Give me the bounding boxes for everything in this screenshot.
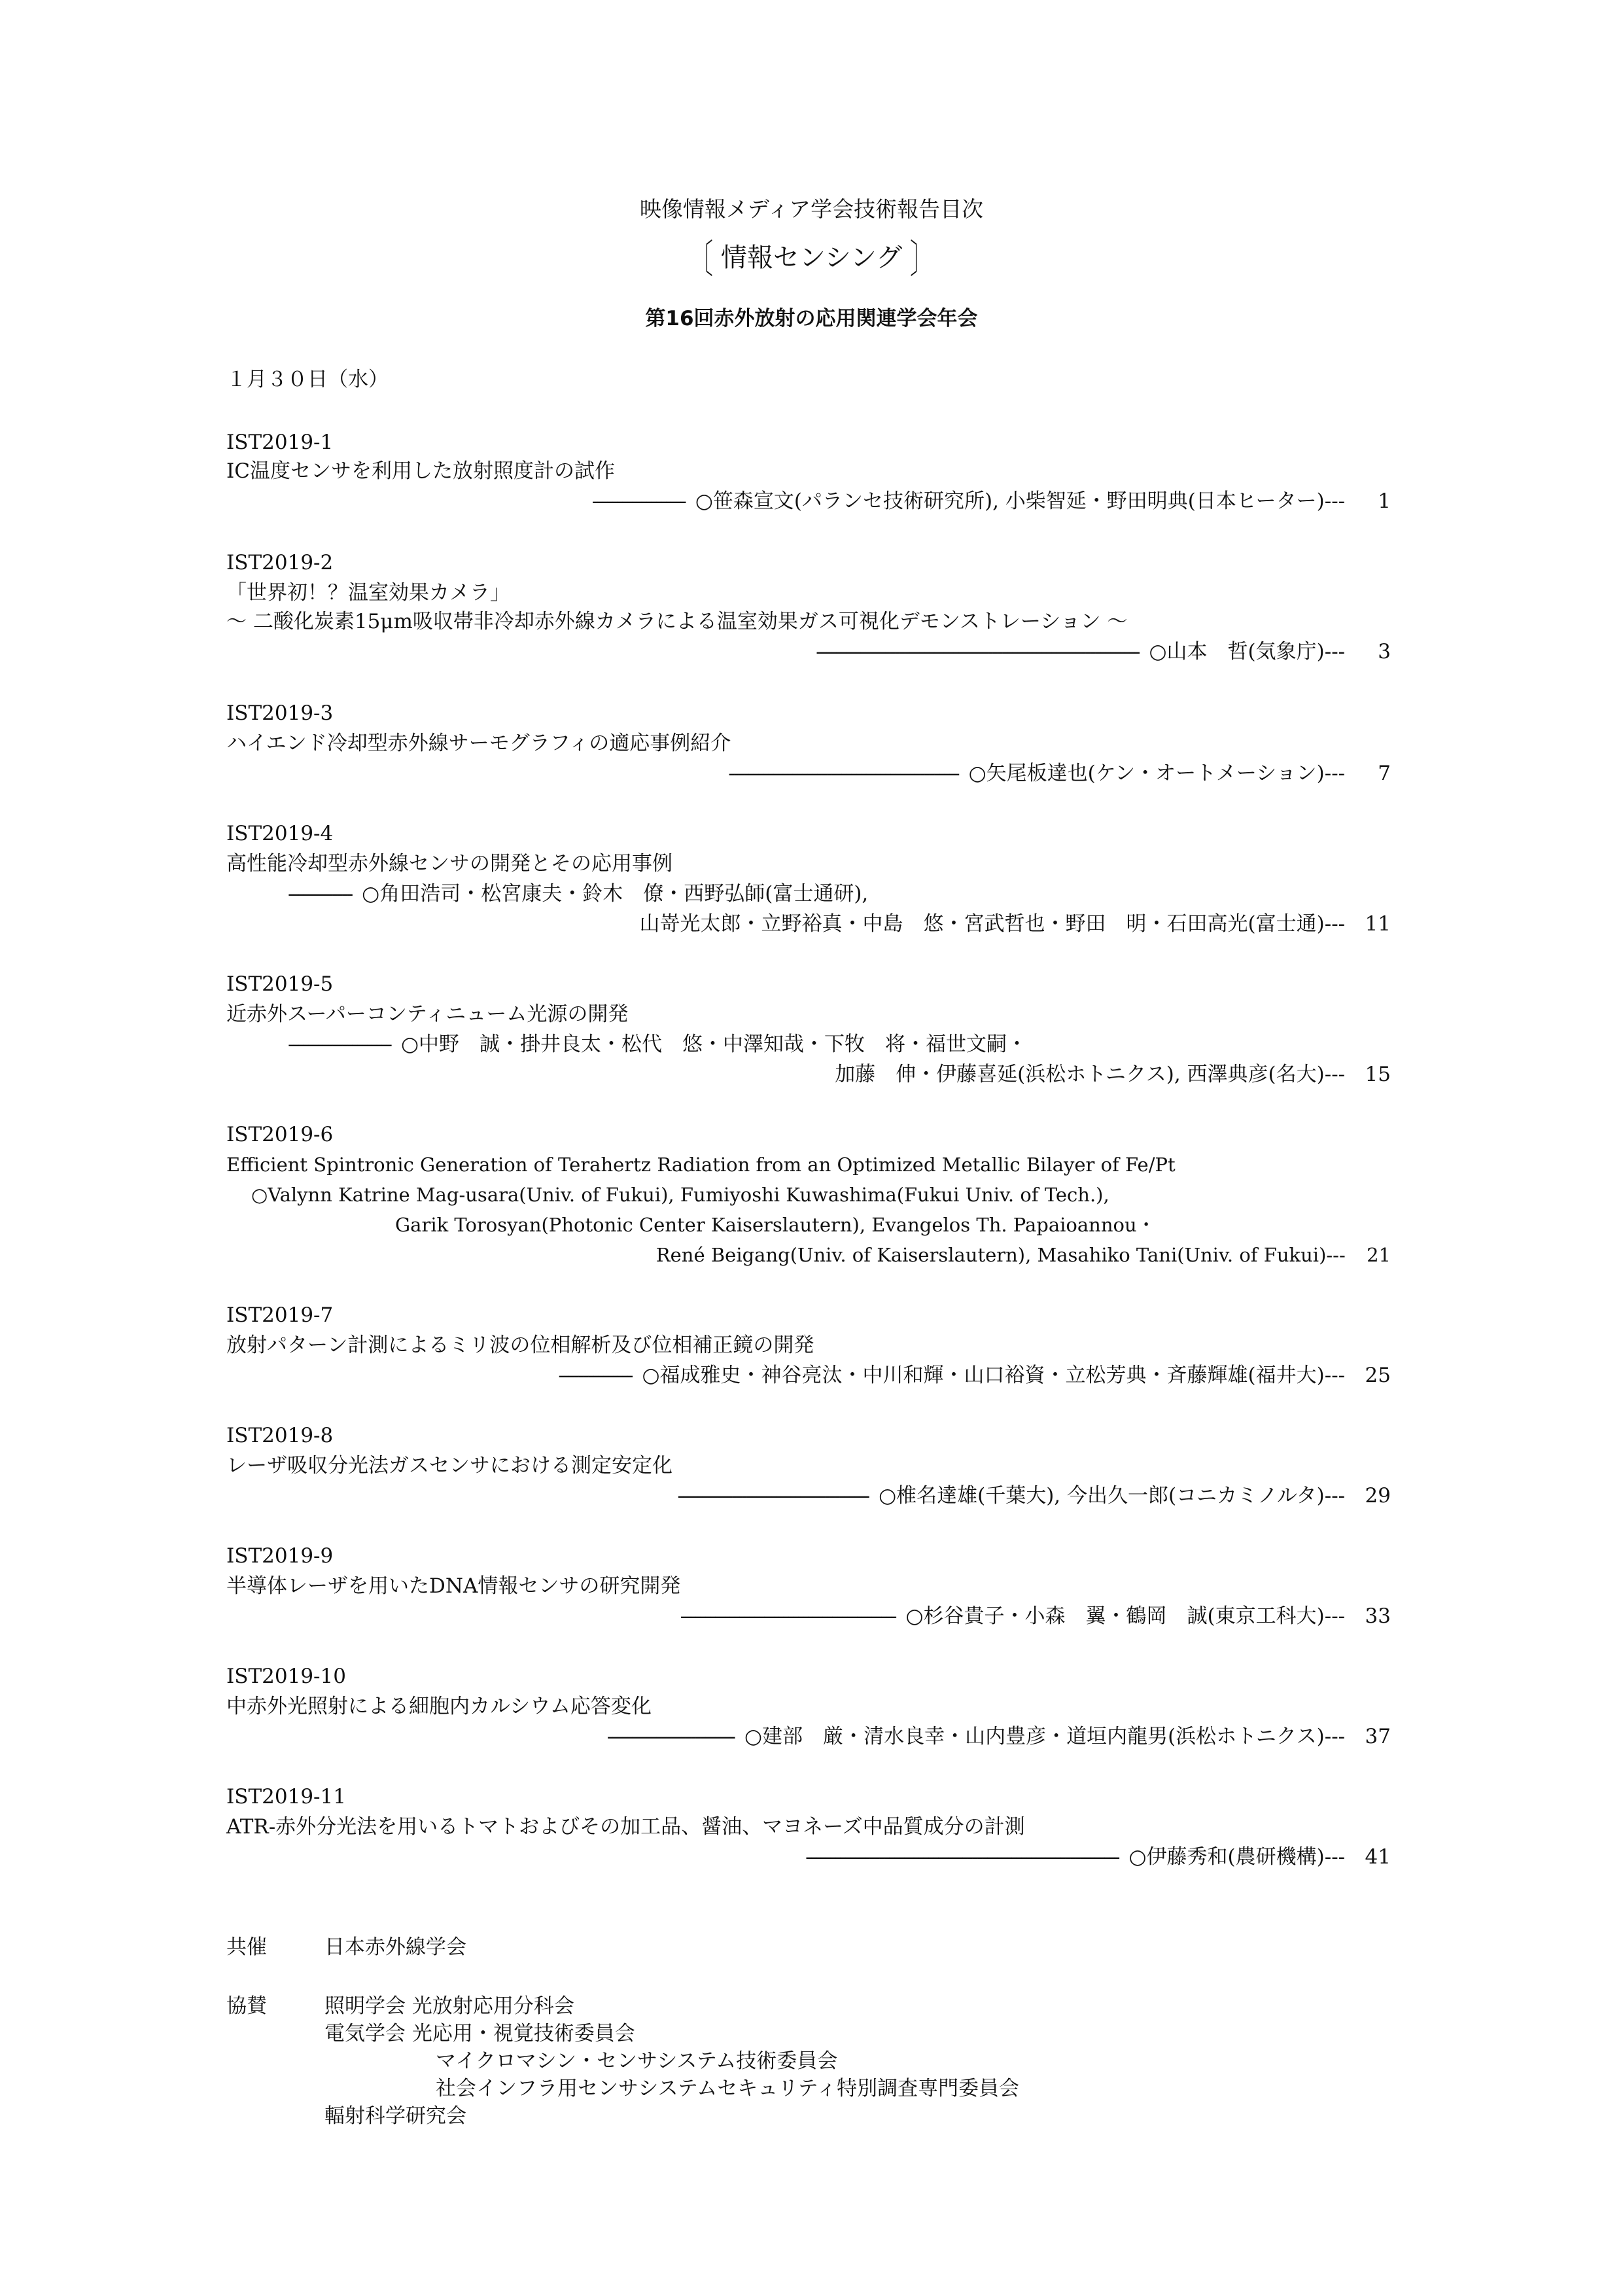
authors-text: ○福成雅史・神谷亮汰・中川和輝・山口裕資・立松芳典・斉藤輝雄(福井大)--- [642, 1364, 1352, 1387]
page-number: 7 [1378, 762, 1391, 785]
host-label: 共催 [226, 1935, 267, 1959]
authors-text: ○矢尾板達也(ケン・オートメーション)--- [968, 762, 1352, 785]
authors-text: René Beigang(Univ. of Kaiserslautern), Masahiko Tani(Univ. of Fukui)--- [655, 1244, 1352, 1266]
leader-dashes: ------------------------------------------------------------------ [816, 640, 1139, 663]
leader-dashes: ------------- [288, 882, 352, 906]
page-number: 25 [1365, 1364, 1391, 1387]
session-date: １月３０日（水） [226, 368, 389, 391]
entry-title: 高性能冷却型赤外線センサの開発とその応用事例 [226, 852, 672, 875]
entry-authors-line-1 [288, 881, 868, 907]
support-org: 輻射科学研究会 [324, 2104, 466, 2128]
entry-authors [226, 760, 1391, 786]
entry-title: IC温度センサを利用した放射照度計の試作 [226, 459, 615, 483]
entry-title: 「世界初！？温室効果カメラ」 [226, 581, 510, 605]
entry-title: 中赤外光照射による細胞内カルシウム応答変化 [226, 1695, 652, 1718]
entry-id: IST2019-2 [226, 551, 334, 574]
entry-title: 放射パターン計測によるミリ波の位相解析及び位相補正鏡の開発 [226, 1333, 814, 1357]
host-org: 日本赤外線学会 [324, 1935, 466, 1959]
authors-text: ○杉谷貴子・小森 翼・鶴岡 誠(東京工科大)--- [905, 1604, 1352, 1628]
support-org: 社会インフラ用センサシステムセキュリティ特別調査専門委員会 [436, 2077, 1020, 2100]
support-label: 協賛 [226, 1994, 267, 2018]
entry-id: IST2019-7 [226, 1303, 334, 1327]
authors-text: 山嵜光太郎・立野裕真・中島 悠・宮武哲也・野田 明・石田高光(富士通)--- [639, 912, 1352, 936]
entry-id: IST2019-1 [226, 431, 334, 454]
subtitle-close-bracket: 〕 [910, 237, 934, 283]
entry-title: 半導体レーザを用いたDNA情報センサの研究開発 [226, 1574, 681, 1598]
entry-id: IST2019-6 [226, 1123, 334, 1146]
leader-dashes: -------------------------- [606, 1725, 735, 1748]
entry-authors [226, 488, 1391, 514]
entry-authors [226, 639, 1391, 665]
leader-dashes: -------------------------------------------- [680, 1604, 896, 1628]
entry-authors-line-2: Garik Torosyan(Photonic Center Kaiserslautern), Evangelos Th. Papaioannou・ [395, 1214, 1156, 1236]
entry-id: IST2019-5 [226, 972, 334, 996]
leader-dashes: --------------------------------------- [677, 1484, 869, 1508]
leader-dashes: --------------------- [288, 1033, 391, 1056]
entry-id: IST2019-3 [226, 701, 334, 725]
entry-title: 近赤外スーパーコンティニューム光源の開発 [226, 1002, 629, 1026]
authors-text: ○笹森宣文(パランセ技術研究所), 小柴智延・野田明典(日本ヒーター)--- [695, 489, 1352, 513]
entry-title: レーザ吸収分光法ガスセンサにおける測定安定化 [226, 1454, 672, 1477]
subtitle [0, 237, 1623, 283]
entry-authors-line-2 [226, 911, 1391, 937]
entry-authors [226, 1723, 1391, 1750]
page-number: 37 [1365, 1725, 1391, 1748]
page-number: 41 [1365, 1845, 1391, 1869]
entry-id: IST2019-11 [226, 1785, 346, 1809]
leader-dashes: --------------- [558, 1364, 632, 1387]
authors-text: ○建部 厳・清水良幸・山内豊彦・道垣内龍男(浜松ホトニクス)--- [744, 1725, 1352, 1748]
report-title: 映像情報メディア学会技術報告目次 [639, 196, 984, 222]
entry-id: IST2019-4 [226, 822, 334, 845]
entry-id: IST2019-8 [226, 1424, 334, 1447]
authors-text: ○山本 哲(気象庁)--- [1149, 640, 1352, 663]
entry-title: ATR-赤外分光法を用いるトマトおよびその加工品、醤油、マヨネーズ中品質成分の計測 [226, 1815, 1025, 1839]
entry-authors-line-3 [226, 1242, 1391, 1268]
entry-id: IST2019-10 [226, 1665, 346, 1688]
page-number: 29 [1365, 1484, 1391, 1508]
leader-dashes: ---------------------------------------------------------------- [805, 1845, 1119, 1869]
page-number: 3 [1378, 640, 1391, 663]
entry-authors-line-1 [288, 1031, 1027, 1057]
support-org: 電気学会 光応用・視覚技術委員会 [324, 2022, 635, 2045]
entry-title: ハイエンド冷却型赤外線サーモグラフィの適応事例紹介 [226, 732, 731, 755]
entry-authors [226, 1603, 1391, 1629]
entry-title: Efficient Spintronic Generation of Terahertz Radiation from an Optimized Metallic Bilayer of Fe/Pt [226, 1154, 1176, 1176]
leader-dashes: ----------------------------------------------- [728, 762, 958, 785]
entry-id: IST2019-9 [226, 1544, 334, 1568]
entry-title-line-2: ～ 二酸化炭素15μm吸収帯非冷却赤外線カメラによる温室効果ガス可視化デモンストレーション ～ [226, 610, 1128, 633]
entry-authors [226, 1483, 1391, 1509]
page-number: 15 [1365, 1063, 1391, 1086]
page-number: 1 [1378, 489, 1391, 513]
authors-text: ○中野 誠・掛井良太・松代 悠・中澤知哉・下牧 将・福世文嗣・ [400, 1033, 1028, 1056]
page-number: 33 [1365, 1604, 1391, 1628]
entry-authors-line-2 [226, 1061, 1391, 1087]
subtitle-open-bracket: 〔 [689, 237, 713, 283]
entry-authors [226, 1844, 1391, 1870]
support-org: 照明学会 光放射応用分科会 [324, 1994, 574, 2018]
authors-text: ○椎名達雄(千葉大), 今出久一郎(コニカミノルタ)--- [879, 1484, 1352, 1508]
entry-authors [226, 1362, 1391, 1388]
support-org: マイクロマシン・センサシステム技術委員会 [436, 2049, 838, 2073]
leader-dashes: ------------------- [591, 489, 685, 513]
subtitle-text: 情報センシング [720, 243, 903, 273]
authors-text: ○角田浩司・松宮康夫・鈴木 僚・西野弘師(富士通研), [362, 882, 869, 906]
authors-text: 加藤 伸・伊藤喜延(浜松ホトニクス), 西澤典彦(名大)--- [835, 1063, 1352, 1086]
entry-authors-line-1: ○Valynn Katrine Mag-usara(Univ. of Fukui), Fumiyoshi Kuwashima(Fukui Univ. of Tech.), [251, 1184, 1109, 1206]
page-number: 11 [1365, 912, 1391, 936]
page-number: 21 [1367, 1244, 1391, 1266]
meeting-title: 第16回赤外放射の応用関連学会年会 [645, 307, 978, 330]
authors-text: ○伊藤秀和(農研機構)--- [1128, 1845, 1352, 1869]
